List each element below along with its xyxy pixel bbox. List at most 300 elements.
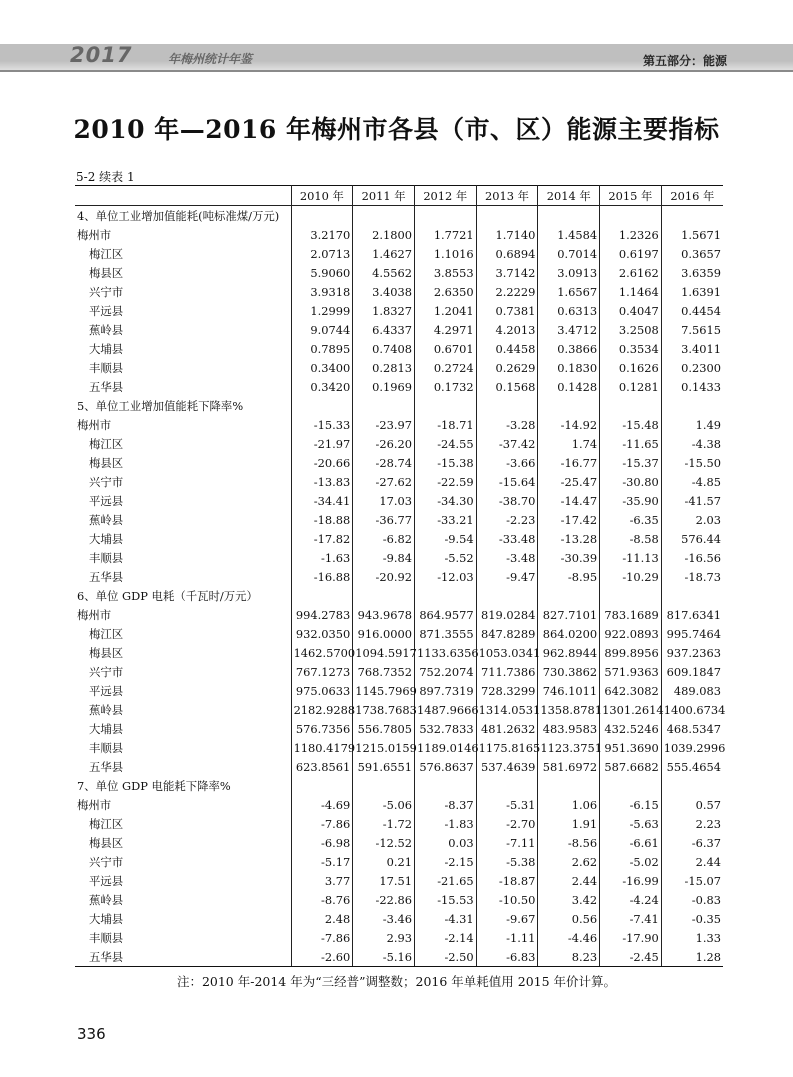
value-cell: 1.2326	[600, 225, 662, 244]
column-header: 2016 年	[661, 186, 723, 206]
value-cell: 2.6350	[414, 282, 476, 301]
table-row	[75, 453, 723, 472]
section-header-row	[75, 776, 723, 795]
row-label: 蕉岭县	[89, 512, 124, 527]
table-row	[75, 624, 723, 643]
value-cell: 0.2813	[353, 358, 415, 377]
value-cell: -0.35	[661, 909, 723, 928]
value-cell: -2.23	[476, 510, 538, 529]
empty-cell	[291, 396, 353, 415]
empty-cell	[661, 586, 723, 605]
table-row	[75, 928, 723, 947]
value-cell: -6.15	[600, 795, 662, 814]
value-cell: 571.9363	[600, 662, 662, 681]
value-cell: 0.4454	[661, 301, 723, 320]
table-row	[75, 757, 723, 776]
value-cell: 2.1800	[353, 225, 415, 244]
empty-cell	[661, 206, 723, 226]
value-cell: -15.38	[414, 453, 476, 472]
table-row	[75, 605, 723, 624]
value-cell: 8.23	[538, 947, 600, 967]
value-cell: -7.11	[476, 833, 538, 852]
table-row	[75, 225, 723, 244]
value-cell: 0.4047	[600, 301, 662, 320]
value-cell: 767.1273	[291, 662, 353, 681]
value-cell: 489.083	[661, 681, 723, 700]
value-cell: 0.3866	[538, 339, 600, 358]
value-cell: 937.2363	[661, 643, 723, 662]
value-cell: -4.24	[600, 890, 662, 909]
row-label: 梅州市	[77, 607, 112, 622]
value-cell: -8.76	[291, 890, 353, 909]
empty-cell	[538, 206, 600, 226]
value-cell: 2.44	[538, 871, 600, 890]
empty-cell	[353, 396, 415, 415]
section-header-row	[75, 586, 723, 605]
value-cell: 746.1011	[538, 681, 600, 700]
value-cell: 1215.0159	[353, 738, 415, 757]
value-cell: 0.1626	[600, 358, 662, 377]
value-cell: -2.50	[414, 947, 476, 967]
value-cell: -30.39	[538, 548, 600, 567]
row-label: 兴宁市	[89, 664, 124, 679]
table-row	[75, 529, 723, 548]
value-cell: 0.03	[414, 833, 476, 852]
empty-cell	[353, 586, 415, 605]
value-cell: -5.17	[291, 852, 353, 871]
value-cell: -15.07	[661, 871, 723, 890]
value-cell: 899.8956	[600, 643, 662, 662]
value-cell: 0.4458	[476, 339, 538, 358]
value-cell: -28.74	[353, 453, 415, 472]
value-cell: -27.62	[353, 472, 415, 491]
section-title: 6、单位 GDP 电耗（千瓦时/万元）	[77, 588, 258, 603]
value-cell: 2.62	[538, 852, 600, 871]
value-cell: 0.7895	[291, 339, 353, 358]
empty-cell	[291, 206, 353, 226]
value-cell: 3.8553	[414, 263, 476, 282]
table-row	[75, 282, 723, 301]
row-label: 五华县	[89, 759, 124, 774]
row-label: 丰顺县	[89, 360, 124, 375]
value-cell: 481.2632	[476, 719, 538, 738]
value-cell: 3.0913	[538, 263, 600, 282]
value-cell: -24.55	[414, 434, 476, 453]
value-cell: -6.37	[661, 833, 723, 852]
value-cell: -16.56	[661, 548, 723, 567]
value-cell: -5.63	[600, 814, 662, 833]
value-cell: 0.57	[661, 795, 723, 814]
value-cell: 994.2783	[291, 605, 353, 624]
value-cell: -15.37	[600, 453, 662, 472]
column-header: 2014 年	[538, 186, 600, 206]
value-cell: 432.5246	[600, 719, 662, 738]
value-cell: 1462.5700	[291, 643, 353, 662]
row-label: 平远县	[89, 303, 124, 318]
empty-cell	[538, 776, 600, 795]
value-cell: 5.9060	[291, 263, 353, 282]
value-cell: -7.86	[291, 928, 353, 947]
empty-cell	[600, 586, 662, 605]
value-cell: -11.13	[600, 548, 662, 567]
value-cell: -16.99	[600, 871, 662, 890]
value-cell: -9.54	[414, 529, 476, 548]
row-label: 丰顺县	[89, 930, 124, 945]
value-cell: 1053.0341	[476, 643, 538, 662]
empty-cell	[600, 396, 662, 415]
value-cell: 587.6682	[600, 757, 662, 776]
value-cell: 0.6313	[538, 301, 600, 320]
row-label: 蕉岭县	[89, 322, 124, 337]
value-cell: -9.47	[476, 567, 538, 586]
value-cell: 3.6359	[661, 263, 723, 282]
value-cell: 9.0744	[291, 320, 353, 339]
row-label: 兴宁市	[89, 474, 124, 489]
value-cell: 1314.0531	[476, 700, 538, 719]
value-cell: 817.6341	[661, 605, 723, 624]
value-cell: -5.38	[476, 852, 538, 871]
row-label: 五华县	[89, 569, 124, 584]
value-cell: 1039.2996	[661, 738, 723, 757]
row-label: 梅县区	[89, 265, 124, 280]
empty-cell	[476, 206, 538, 226]
table-row	[75, 643, 723, 662]
value-cell: -4.46	[538, 928, 600, 947]
row-label: 梅县区	[89, 645, 124, 660]
value-cell: -4.38	[661, 434, 723, 453]
value-cell: 1301.2614	[600, 700, 662, 719]
column-header: 2012 年	[414, 186, 476, 206]
table-row	[75, 681, 723, 700]
value-cell: 2.44	[661, 852, 723, 871]
value-cell: 2.23	[661, 814, 723, 833]
table-row	[75, 377, 723, 396]
value-cell: 871.3555	[414, 624, 476, 643]
empty-cell	[476, 396, 538, 415]
value-cell: 1.49	[661, 415, 723, 434]
value-cell: 555.4654	[661, 757, 723, 776]
value-cell: 17.51	[353, 871, 415, 890]
table-row	[75, 871, 723, 890]
row-label: 梅江区	[89, 626, 124, 641]
value-cell: -10.29	[600, 567, 662, 586]
value-cell: 1738.7683	[353, 700, 415, 719]
value-cell: -6.61	[600, 833, 662, 852]
value-cell: 2.03	[661, 510, 723, 529]
value-cell: 556.7805	[353, 719, 415, 738]
empty-cell	[476, 776, 538, 795]
table-row	[75, 472, 723, 491]
section-label: 第五部分：能源	[642, 54, 727, 68]
value-cell: 922.0893	[600, 624, 662, 643]
table-row	[75, 320, 723, 339]
value-cell: 609.1847	[661, 662, 723, 681]
section-title: 5、单位工业增加值能耗下降率%	[77, 398, 244, 413]
value-cell: 827.7101	[538, 605, 600, 624]
section-title: 7、单位 GDP 电能耗下降率%	[77, 778, 231, 793]
value-cell: 943.9678	[353, 605, 415, 624]
value-cell: -3.48	[476, 548, 538, 567]
value-cell: 0.3420	[291, 377, 353, 396]
value-cell: 2.6162	[600, 263, 662, 282]
value-cell: 0.1969	[353, 377, 415, 396]
value-cell: -35.90	[600, 491, 662, 510]
section-header-row	[75, 396, 723, 415]
row-label: 梅州市	[77, 797, 112, 812]
table-row	[75, 738, 723, 757]
empty-cell	[661, 396, 723, 415]
table-row	[75, 833, 723, 852]
value-cell: -30.80	[600, 472, 662, 491]
value-cell: 3.9318	[291, 282, 353, 301]
table-row	[75, 415, 723, 434]
value-cell: 576.8637	[414, 757, 476, 776]
value-cell: 468.5347	[661, 719, 723, 738]
value-cell: 1180.4179	[291, 738, 353, 757]
value-cell: -20.92	[353, 567, 415, 586]
section-header-row	[75, 206, 723, 226]
row-label: 大埔县	[89, 911, 124, 926]
value-cell: 1175.8165	[476, 738, 538, 757]
value-cell: 1.6391	[661, 282, 723, 301]
value-cell: -2.45	[600, 947, 662, 967]
value-cell: 864.0200	[538, 624, 600, 643]
column-header: 2011 年	[353, 186, 415, 206]
table-row	[75, 263, 723, 282]
empty-cell	[414, 396, 476, 415]
row-label: 五华县	[75, 947, 291, 967]
value-cell: -22.86	[353, 890, 415, 909]
value-cell: 1.2999	[291, 301, 353, 320]
value-cell: 581.6972	[538, 757, 600, 776]
value-cell: 1.2041	[414, 301, 476, 320]
value-cell: 897.7319	[414, 681, 476, 700]
value-cell: -18.71	[414, 415, 476, 434]
row-label: 平远县	[89, 873, 124, 888]
value-cell: 0.21	[353, 852, 415, 871]
value-cell: 3.4712	[538, 320, 600, 339]
empty-cell	[661, 776, 723, 795]
row-label: 梅江区	[89, 246, 124, 261]
yearbook-name: 年梅州统计年鉴	[168, 52, 253, 66]
section-title: 4、单位工业增加值能耗(吨标准煤/万元)	[77, 208, 280, 223]
value-cell: 2182.9288	[291, 700, 353, 719]
value-cell: 0.7381	[476, 301, 538, 320]
value-cell: 819.0284	[476, 605, 538, 624]
value-cell: 4.5562	[353, 263, 415, 282]
value-cell: 537.4639	[476, 757, 538, 776]
value-cell: -15.53	[414, 890, 476, 909]
value-cell: 642.3082	[600, 681, 662, 700]
value-cell: 3.2170	[291, 225, 353, 244]
value-cell: -20.66	[291, 453, 353, 472]
value-cell: -14.47	[538, 491, 600, 510]
value-cell: -2.14	[414, 928, 476, 947]
value-cell: -8.58	[600, 529, 662, 548]
value-cell: 2.48	[291, 909, 353, 928]
value-cell: 532.7833	[414, 719, 476, 738]
value-cell: -37.42	[476, 434, 538, 453]
value-cell: 0.2724	[414, 358, 476, 377]
value-cell: 3.7142	[476, 263, 538, 282]
value-cell: 0.3534	[600, 339, 662, 358]
empty-cell	[600, 776, 662, 795]
value-cell: -36.77	[353, 510, 415, 529]
value-cell: -3.66	[476, 453, 538, 472]
value-cell: -18.73	[661, 567, 723, 586]
value-cell: 0.3400	[291, 358, 353, 377]
value-cell: 1.91	[538, 814, 600, 833]
value-cell: 0.1433	[661, 377, 723, 396]
value-cell: 1.1016	[414, 244, 476, 263]
value-cell: 0.6701	[414, 339, 476, 358]
value-cell: 0.6894	[476, 244, 538, 263]
row-label: 梅江区	[89, 816, 124, 831]
value-cell: -6.98	[291, 833, 353, 852]
table-row	[75, 700, 723, 719]
table-row	[75, 567, 723, 586]
row-label: 梅县区	[89, 835, 124, 850]
value-cell: 1.6567	[538, 282, 600, 301]
value-cell: -15.33	[291, 415, 353, 434]
value-cell: 0.1732	[414, 377, 476, 396]
value-cell: 1094.5917	[353, 643, 415, 662]
table-row	[75, 244, 723, 263]
value-cell: -1.72	[353, 814, 415, 833]
value-cell: -6.35	[600, 510, 662, 529]
row-label: 梅州市	[77, 227, 112, 242]
row-label: 大埔县	[89, 341, 124, 356]
table-note: 注：2010 年-2014 年为“三经普”调整数；2016 年单耗值用 2015 年价计算。	[176, 974, 617, 989]
value-cell: -18.88	[291, 510, 353, 529]
value-cell: 0.1830	[538, 358, 600, 377]
value-cell: 1.4584	[538, 225, 600, 244]
value-cell: 783.1689	[600, 605, 662, 624]
value-cell: -1.63	[291, 548, 353, 567]
value-cell: -6.83	[476, 947, 538, 967]
row-label: 梅江区	[89, 436, 124, 451]
row-label: 大埔县	[89, 721, 124, 736]
empty-cell	[291, 586, 353, 605]
header-corner	[75, 186, 291, 206]
value-cell: 730.3862	[538, 662, 600, 681]
value-cell: -5.16	[353, 947, 415, 967]
column-header: 2013 年	[476, 186, 538, 206]
value-cell: -12.03	[414, 567, 476, 586]
table-row	[75, 795, 723, 814]
value-cell: 2.2229	[476, 282, 538, 301]
value-cell: 1145.7969	[353, 681, 415, 700]
row-label: 丰顺县	[89, 740, 124, 755]
table-row	[75, 301, 723, 320]
value-cell: 0.3657	[661, 244, 723, 263]
value-cell: 576.44	[661, 529, 723, 548]
table-row	[75, 947, 723, 967]
value-cell: 1.06	[538, 795, 600, 814]
row-label: 平远县	[89, 683, 124, 698]
value-cell: -16.88	[291, 567, 353, 586]
value-cell: 7.5615	[661, 320, 723, 339]
value-cell: -5.31	[476, 795, 538, 814]
value-cell: 0.2300	[661, 358, 723, 377]
table-row	[75, 909, 723, 928]
value-cell: 4.2971	[414, 320, 476, 339]
value-cell: 3.4038	[353, 282, 415, 301]
value-cell: 3.4011	[661, 339, 723, 358]
value-cell: -16.77	[538, 453, 600, 472]
table-row	[75, 662, 723, 681]
value-cell: -15.48	[600, 415, 662, 434]
value-cell: -3.46	[353, 909, 415, 928]
table-row	[75, 852, 723, 871]
empty-cell	[600, 206, 662, 226]
value-cell: -18.87	[476, 871, 538, 890]
value-cell: 0.7014	[538, 244, 600, 263]
table-row	[75, 890, 723, 909]
value-cell: -17.42	[538, 510, 600, 529]
value-cell: -22.59	[414, 472, 476, 491]
value-cell: -17.82	[291, 529, 353, 548]
value-cell: 962.8944	[538, 643, 600, 662]
value-cell: 995.7464	[661, 624, 723, 643]
value-cell: 752.2074	[414, 662, 476, 681]
value-cell: -9.84	[353, 548, 415, 567]
value-cell: -34.41	[291, 491, 353, 510]
value-cell: 3.77	[291, 871, 353, 890]
value-cell: -17.90	[600, 928, 662, 947]
table-row	[75, 814, 723, 833]
value-cell: -2.70	[476, 814, 538, 833]
value-cell: -38.70	[476, 491, 538, 510]
column-header: 2010 年	[291, 186, 353, 206]
empty-cell	[414, 776, 476, 795]
row-label: 兴宁市	[89, 854, 124, 869]
table-header-row	[75, 186, 723, 206]
value-cell: 916.0000	[353, 624, 415, 643]
value-cell: 1.33	[661, 928, 723, 947]
row-label: 丰顺县	[89, 550, 124, 565]
value-cell: 1.74	[538, 434, 600, 453]
table-body	[75, 206, 726, 967]
value-cell: -8.56	[538, 833, 600, 852]
empty-cell	[476, 586, 538, 605]
value-cell: -23.97	[353, 415, 415, 434]
value-cell: 1487.9666	[414, 700, 476, 719]
table-row	[75, 510, 723, 529]
value-cell: -2.60	[291, 947, 353, 967]
value-cell: 864.9577	[414, 605, 476, 624]
table-row	[75, 434, 723, 453]
row-label: 大埔县	[89, 531, 124, 546]
table-row	[75, 358, 723, 377]
column-header: 2015 年	[600, 186, 662, 206]
row-label: 平远县	[89, 493, 124, 508]
empty-cell	[538, 586, 600, 605]
value-cell: -41.57	[661, 491, 723, 510]
table-row	[75, 548, 723, 567]
value-cell: -25.47	[538, 472, 600, 491]
value-cell: -7.41	[600, 909, 662, 928]
value-cell: -8.37	[414, 795, 476, 814]
value-cell: 1.1464	[600, 282, 662, 301]
value-cell: -10.50	[476, 890, 538, 909]
value-cell: 3.2508	[600, 320, 662, 339]
value-cell: 711.7386	[476, 662, 538, 681]
value-cell: 768.7352	[353, 662, 415, 681]
table-row	[75, 339, 723, 358]
value-cell: 0.1281	[600, 377, 662, 396]
value-cell: -5.02	[600, 852, 662, 871]
